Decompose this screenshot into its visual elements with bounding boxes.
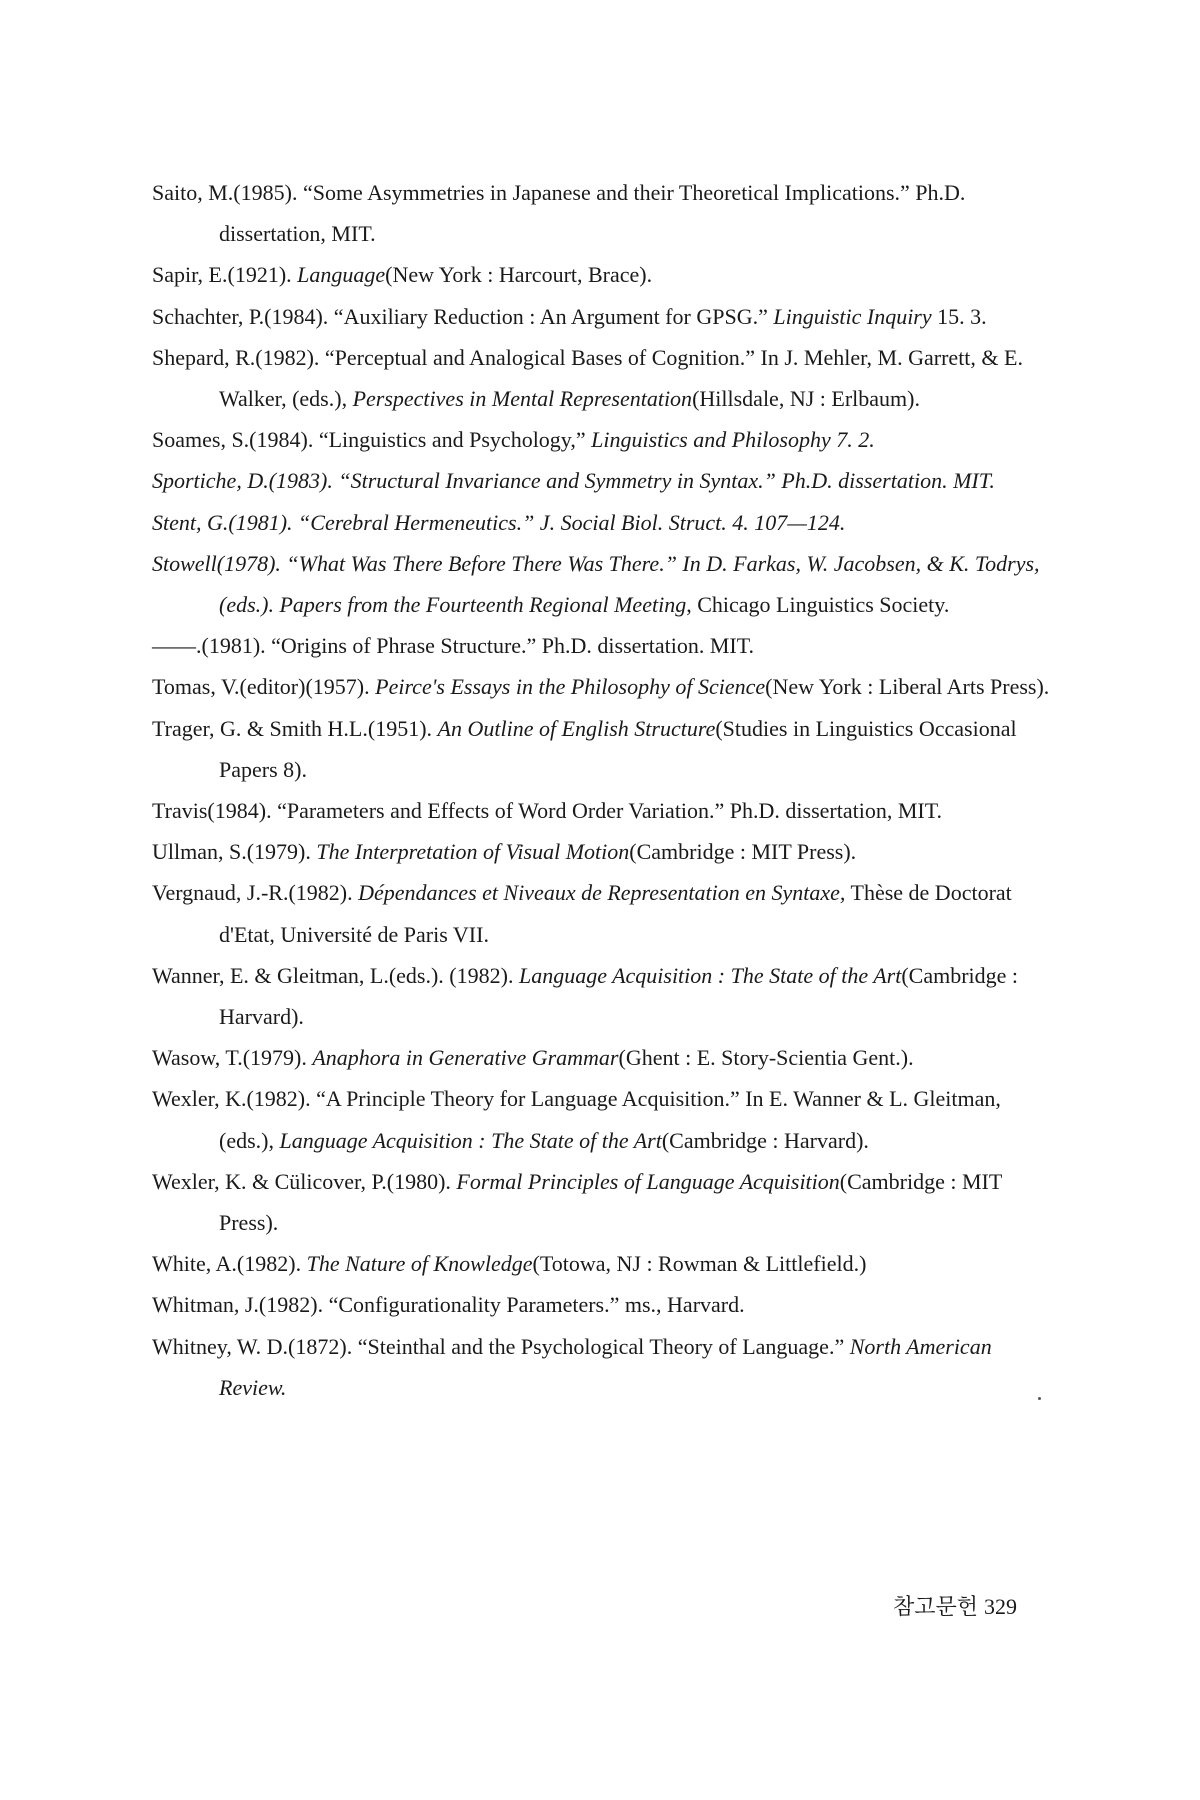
reference-entry: Whitman, J.(1982). “Configurationality Parameters.” ms., Harvard.	[152, 1292, 745, 1318]
page-footer	[893, 1590, 1017, 1621]
reference-entry: Vergnaud, J.-R.(1982). Dépendances et Niveaux de Representation en Syntaxe, Thèse de Doctorat d'Etat, Université de Paris VII.	[152, 880, 1012, 947]
reference-list	[152, 172, 1052, 1408]
reference-entry: Wexler, K.(1982). “A Principle Theory for Language Acquisition.” In E. Wanner & L. Gleitman, (eds.), Language Acquisition : The State of the Art(Cambridge : Harvard).	[152, 1086, 1001, 1153]
reference-entry: Wanner, E. & Gleitman, L.(eds.). (1982). Language Acquisition : The State of the Art(Cambridge : Harvard).	[152, 962, 1019, 1030]
reference-entry: Stowell(1978). “What Was There Before There Was There.” In D. Farkas, W. Jacobsen, & K. Todrys, (eds.). Papers from the Fourteenth Regional Meeting, Chicago Linguistics Society.	[152, 550, 1040, 618]
reference-entry: Wexler, K. & Cülicover, P.(1980). Formal Principles of Language Acquisition(Cambridge : MIT Press).	[152, 1168, 1002, 1236]
page-number: 329	[984, 1594, 1017, 1619]
reference-entry: Tomas, V.(editor)(1957). Peirce's Essays in the Philosophy of Science(New York : Liberal Arts Press).	[152, 674, 1050, 700]
reference-entry: Trager, G. & Smith H.L.(1951). An Outline of English Structure(Studies in Linguistics Occasional Papers 8).	[152, 715, 1017, 782]
reference-entry: Saito, M.(1985). “Some Asymmetries in Japanese and their Theoretical Implications.” Ph.D. dissertation, MIT.	[152, 180, 966, 247]
stray-dot	[1038, 1397, 1041, 1400]
reference-entry: Stent, G.(1981). “Cerebral Hermeneutics.” J. Social Biol. Struct. 4. 107—124.	[152, 509, 846, 535]
footer-section-title: 참고문헌	[892, 1595, 978, 1620]
reference-entry: ——.(1981). “Origins of Phrase Structure.” Ph.D. dissertation. MIT.	[152, 633, 755, 659]
reference-entry: Sportiche, D.(1983). “Structural Invariance and Symmetry in Syntax.” Ph.D. dissertation. MIT.	[152, 468, 995, 494]
reference-entry: Shepard, R.(1982). “Perceptual and Analogical Bases of Cognition.” In J. Mehler, M. Garrett, & E. Walker, (eds.), Perspectives in Mental Representation(Hillsdale, NJ : Erlbaum).	[152, 344, 1023, 412]
reference-entry: Travis(1984). “Parameters and Effects of Word Order Variation.” Ph.D. dissertation, MIT.	[152, 798, 943, 824]
reference-entry: Schachter, P.(1984). “Auxiliary Reduction : An Argument for GPSG.” Linguistic Inquiry 15. 3.	[152, 303, 987, 329]
reference-entry: Whitney, W. D.(1872). “Steinthal and the Psychological Theory of Language.” North American Review.	[152, 1333, 992, 1400]
reference-entry: Sapir, E.(1921). Language(New York : Harcourt, Brace).	[152, 262, 653, 288]
reference-entry: White, A.(1982). The Nature of Knowledge(Totowa, NJ : Rowman & Littlefield.)	[152, 1251, 867, 1277]
reference-entry: Soames, S.(1984). “Linguistics and Psychology,” Linguistics and Philosophy 7. 2.	[152, 427, 875, 453]
reference-entry: Ullman, S.(1979). The Interpretation of Visual Motion(Cambridge : MIT Press).	[152, 839, 857, 865]
reference-entry: Wasow, T.(1979). Anaphora in Generative Grammar(Ghent : E. Story-Scientia Gent.).	[152, 1045, 914, 1071]
